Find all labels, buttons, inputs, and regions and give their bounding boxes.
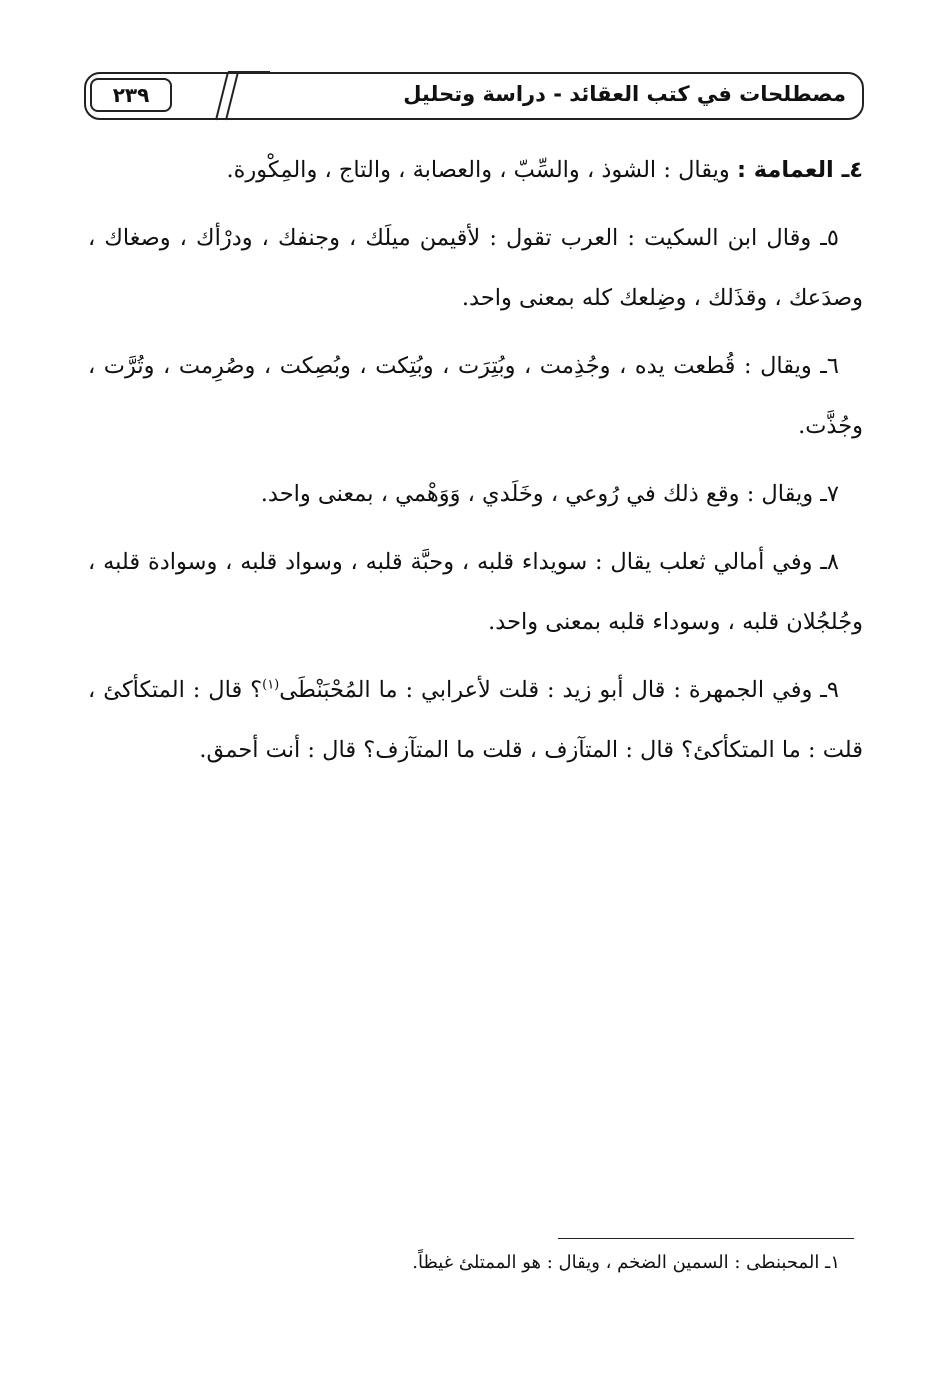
footnote: ١ـ المحبنطى : السمين الضخم ، ويقال : هو الممتلئ غيظاً. (412, 1252, 840, 1273)
main-text (88, 140, 863, 788)
paragraph-text: ٩ـ وفي الجمهرة : قال أبو زيد : قلت لأعرابي : ما المُحْبَنْطَى (279, 677, 839, 703)
header-divider-slash (180, 68, 270, 124)
paragraph-5: ٥ـ وقال ابن السكيت : العرب تقول : لأقيمن ميلَك ، وجنفك ، ودرْأك ، وصغاك ، وصدَعك ، وقذَلك ، وضِلعك كله بمعنى واحد. (88, 225, 863, 311)
paragraph-9 (88, 660, 863, 780)
paragraph-text: ؟ قال : المتكأكئ ، قلت : ما المتكأكئ؟ قال : المتآزف ، قلت ما المتآزف؟ قال : أنت أحمق. (88, 677, 863, 763)
paragraph-4 (88, 140, 863, 200)
paragraph-8: ٨ـ وفي أمالي ثعلب يقال : سويداء قلبه ، وحبَّة قلبه ، وسواد قلبه ، وسوادة قلبه ، وجُلجُلان قلبه ، وسوداء قلبه بمعنى واحد. (88, 549, 863, 635)
footnote-separator (558, 1238, 854, 1239)
page-header (84, 72, 864, 120)
footnote-reference[interactable]: (١) (262, 677, 280, 693)
running-title: مصطلحات في كتب العقائد - دراسة وتحليل (403, 82, 846, 106)
paragraph-text: ويقال : الشوذ ، والسِّبّ ، والعصابة ، والتاج ، والمِكْورة. (226, 157, 737, 183)
term-heading: ٤ـ العمامة : (736, 157, 863, 183)
paragraph-7: ٧ـ ويقال : وقع ذلك في رُوعي ، وخَلَدي ، وَوَهْمي ، بمعنى واحد. (260, 481, 839, 507)
page-number: ٢٣٩ (90, 78, 172, 112)
paragraph-6: ٦ـ ويقال : قُطعت يده ، وجُذِمت ، وبُتِرَت ، وبُتِكت ، وبُصِكت ، وصُرِمت ، وتُرَّت ، وجُذَّت. (88, 353, 863, 439)
